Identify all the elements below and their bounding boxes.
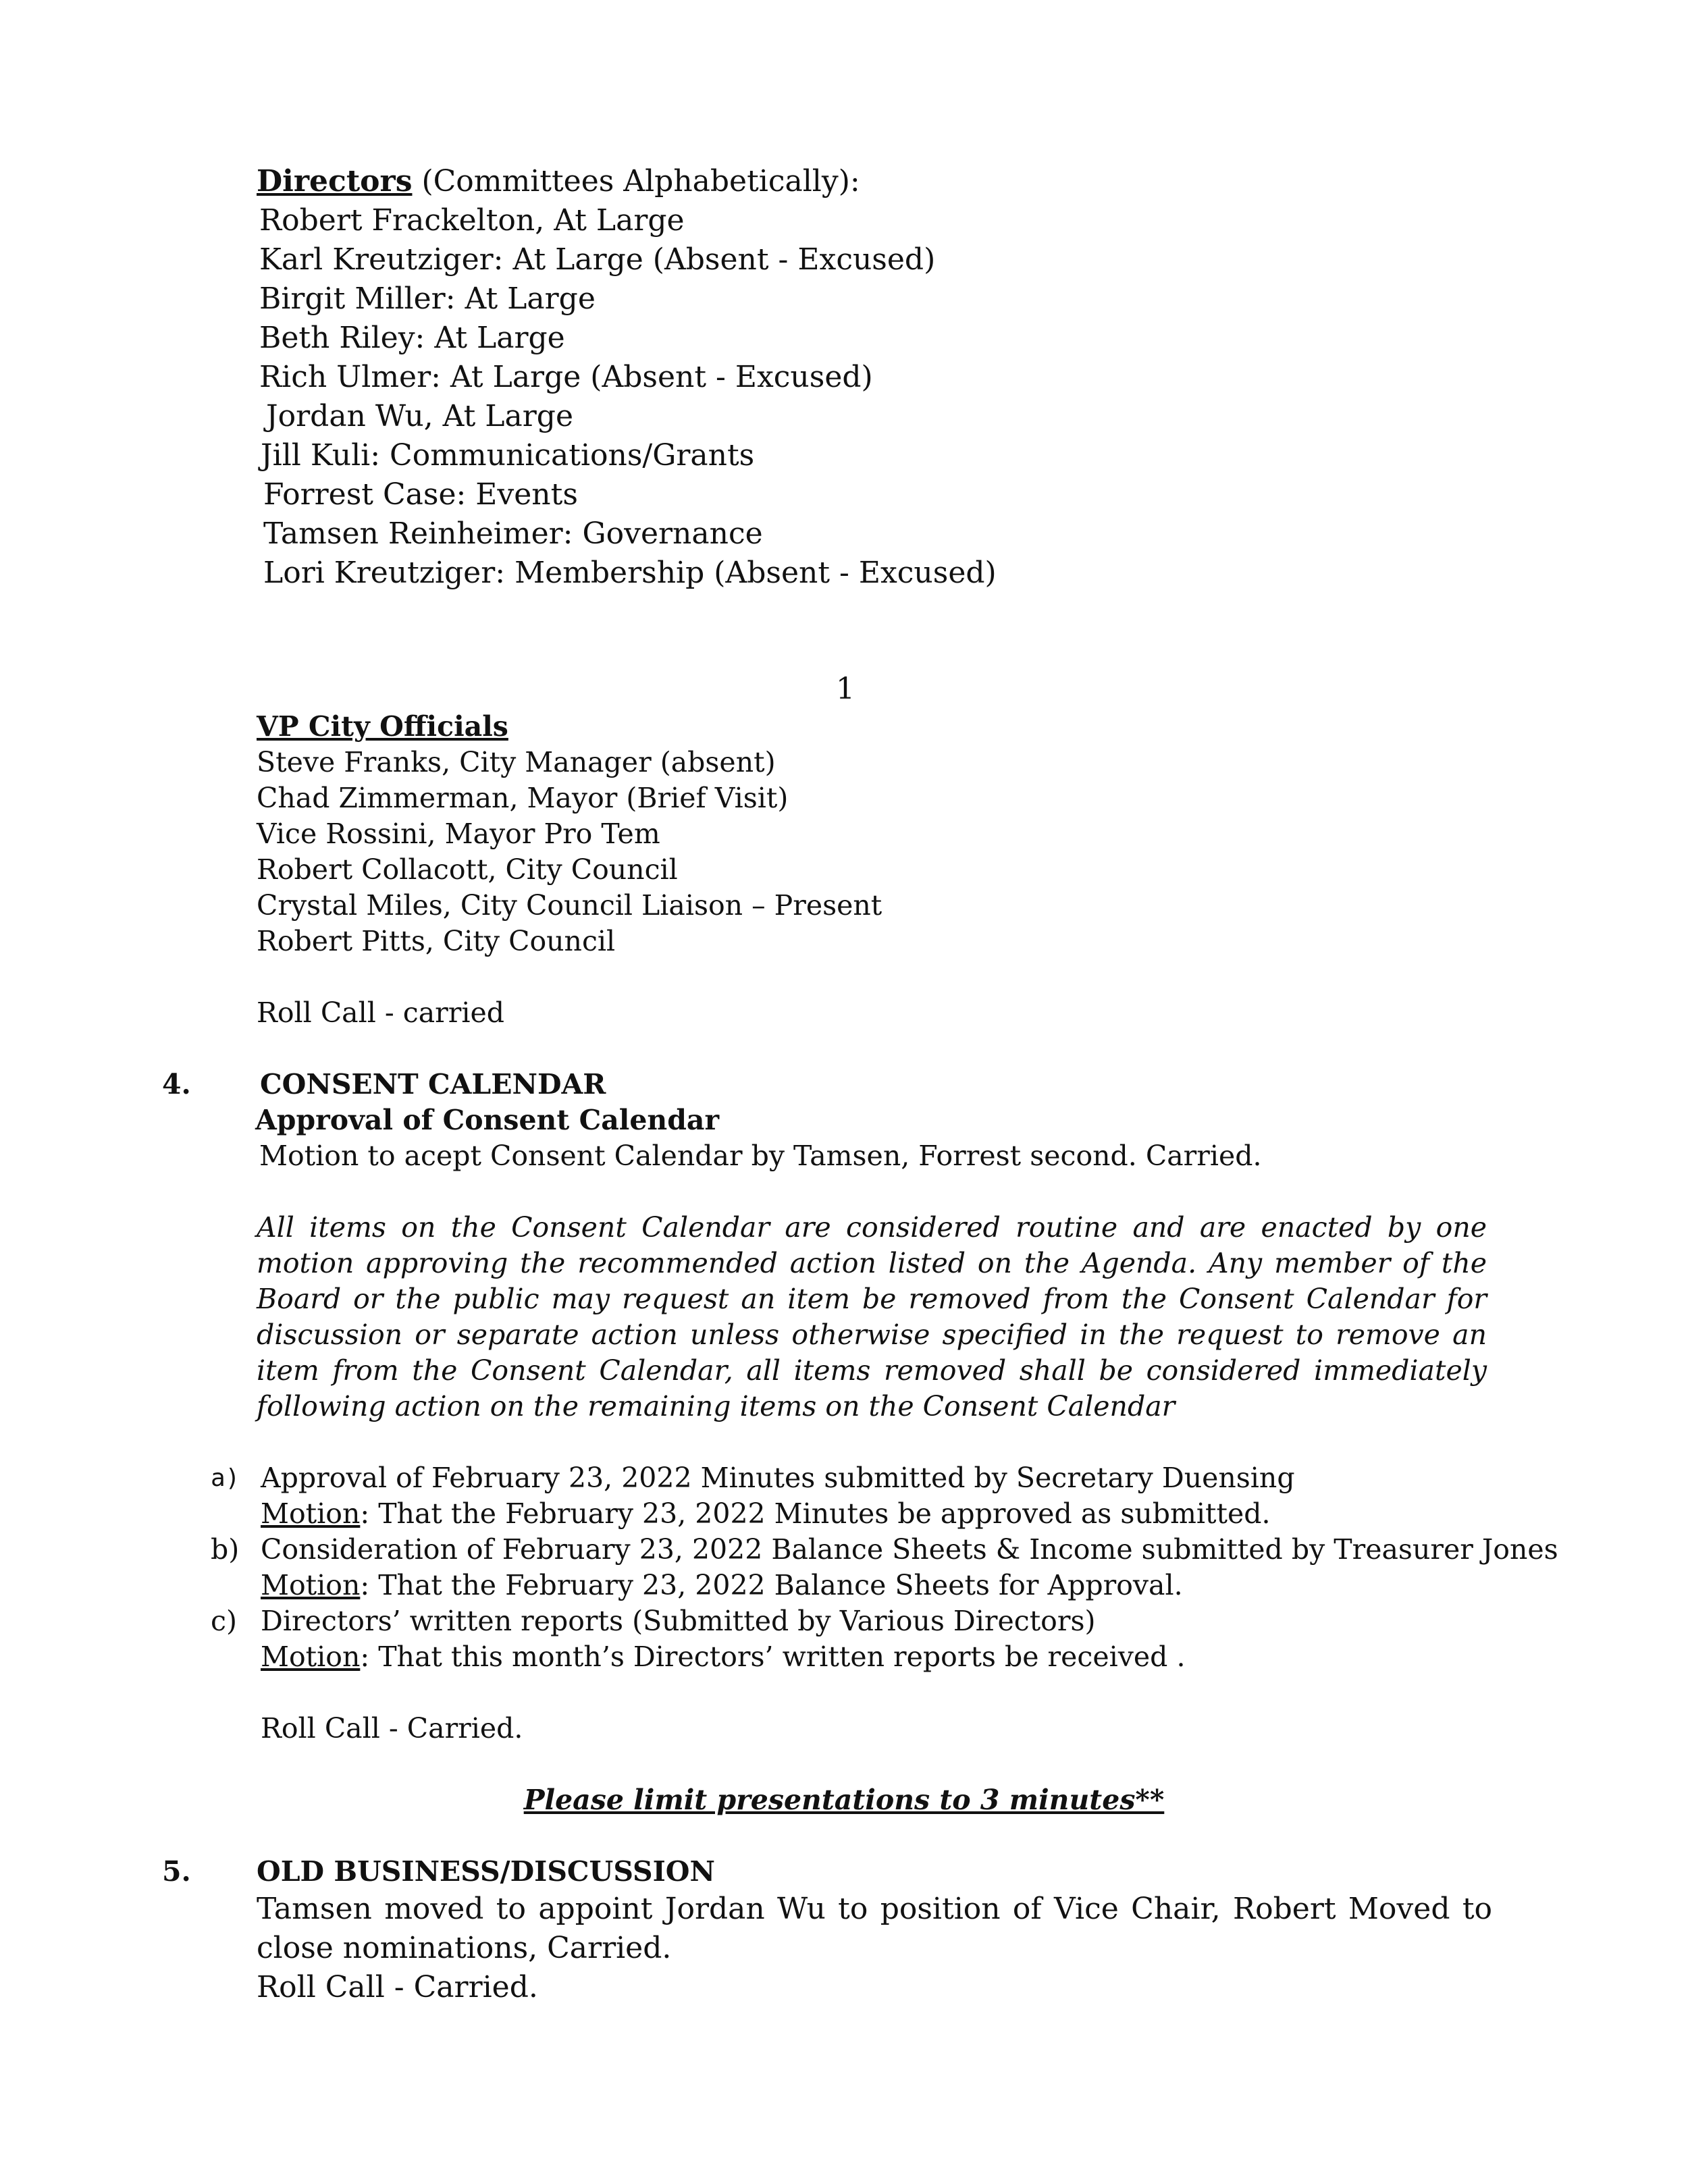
motion-text: : That the February 23, 2022 Minutes be approved as submitted. bbox=[360, 1497, 1271, 1530]
item-marker: a) bbox=[211, 1464, 240, 1492]
section-subtitle: Approval of Consent Calendar bbox=[255, 1104, 720, 1136]
item-motion bbox=[261, 1496, 1271, 1532]
presentation-note: Please limit presentations to 3 minutes** bbox=[523, 1784, 1165, 1816]
director-item: Forrest Case: Events bbox=[263, 477, 578, 512]
motion-label: Motion bbox=[261, 1569, 361, 1601]
item-text: Consideration of February 23, 2022 Balance Sheets & Income submitted by Treasurer Jones bbox=[261, 1533, 1558, 1566]
roll-call: Roll Call - Carried. bbox=[257, 1970, 538, 2004]
motion-text: : That this month’s Directors’ written reports be received . bbox=[360, 1641, 1186, 1673]
section-number: 4. bbox=[162, 1068, 191, 1100]
official-item: Crystal Miles, City Council Liaison – Present bbox=[257, 889, 882, 922]
director-item: Beth Riley: At Large bbox=[259, 321, 565, 355]
director-item: Tamsen Reinheimer: Governance bbox=[263, 516, 763, 551]
section-body: Tamsen moved to appoint Jordan Wu to position of Vice Chair, Robert Moved to close nominations, Carried. bbox=[257, 1892, 1492, 1965]
page-number: 1 bbox=[836, 672, 855, 706]
consent-motion: Motion to acept Consent Calendar by Tamsen, Forrest second. Carried. bbox=[259, 1140, 1262, 1172]
directors-heading: Directors bbox=[257, 164, 413, 198]
director-item: Jill Kuli: Communications/Grants bbox=[261, 438, 755, 473]
item-text: Approval of February 23, 2022 Minutes submitted by Secretary Duensing bbox=[261, 1462, 1295, 1494]
roll-call: Roll Call - carried bbox=[257, 996, 504, 1029]
motion-label: Motion bbox=[261, 1641, 361, 1673]
section-number: 5. bbox=[162, 1855, 191, 1888]
section-title: CONSENT CALENDAR bbox=[260, 1068, 606, 1100]
item-text: Directors’ written reports (Submitted by Various Directors) bbox=[261, 1605, 1096, 1637]
item-marker: b) bbox=[211, 1533, 240, 1566]
directors-heading-line bbox=[257, 162, 860, 201]
director-item: Rich Ulmer: At Large (Absent - Excused) bbox=[259, 360, 873, 394]
director-item: Robert Frackelton, At Large bbox=[259, 203, 685, 238]
section-title: OLD BUSINESS/DISCUSSION bbox=[257, 1855, 716, 1888]
director-item: Jordan Wu, At Large bbox=[266, 399, 573, 433]
item-motion bbox=[261, 1639, 1185, 1675]
item-marker: c) bbox=[211, 1605, 237, 1637]
motion-text: : That the February 23, 2022 Balance Sheets for Approval. bbox=[360, 1569, 1183, 1601]
roll-call: Roll Call - Carried. bbox=[261, 1712, 523, 1744]
consent-calendar-note: All items on the Consent Calendar are considered routine and are enacted by one motion approving the recommended action listed on the Agenda. Any member of the Board or the public may request an item be removed from the Consent Calendar for discussion or separate action unless otherwise specified in the request to remove an item from the Consent Calendar, all items removed shall be considered immediately following action on the remaining items on the Consent Calendar bbox=[257, 1211, 1487, 1422]
official-item: Robert Pitts, City Council bbox=[257, 925, 616, 957]
official-item: Chad Zimmerman, Mayor (Brief Visit) bbox=[257, 782, 789, 814]
item-motion bbox=[261, 1568, 1183, 1603]
official-item: Steve Franks, City Manager (absent) bbox=[257, 746, 776, 778]
director-item: Karl Kreutziger: At Large (Absent - Excused) bbox=[259, 242, 936, 277]
directors-subheading: (Committees Alphabetically): bbox=[412, 164, 860, 198]
official-item: Robert Collacott, City Council bbox=[257, 853, 678, 886]
official-item: Vice Rossini, Mayor Pro Tem bbox=[257, 818, 660, 850]
director-item: Lori Kreutziger: Membership (Absent - Excused) bbox=[263, 556, 997, 590]
city-officials-heading: VP City Officials bbox=[257, 710, 508, 743]
motion-label: Motion bbox=[261, 1497, 361, 1530]
director-item: Birgit Miller: At Large bbox=[259, 282, 596, 316]
